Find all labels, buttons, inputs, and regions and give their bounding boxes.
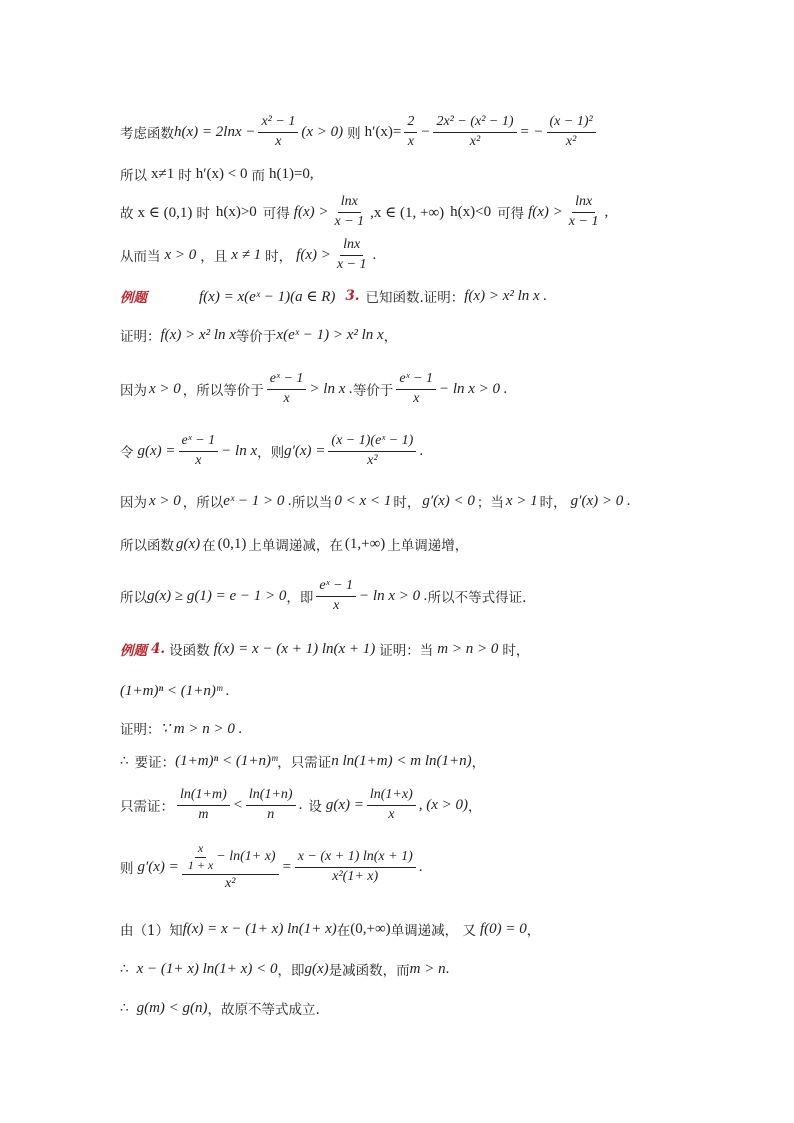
line-conclusion-intervals — [120, 190, 608, 234]
formula: h′(x) < 0 — [195, 165, 248, 182]
formula: g(x) — [304, 960, 329, 977]
formula: ,x ∈ (1, +∞) — [370, 204, 445, 221]
formula: > ln x . — [309, 380, 353, 397]
text: ，且 — [200, 249, 228, 265]
formula: . — [418, 858, 423, 875]
text: 则 — [347, 126, 361, 142]
proof-4-line-6 — [120, 956, 449, 982]
text: ；当 — [476, 495, 504, 511]
text: 时 — [178, 168, 192, 184]
therefore-symbol: ∴ — [120, 961, 129, 977]
formula: (1,+∞) — [344, 535, 386, 552]
text: 时， — [502, 643, 530, 659]
text: 所以 — [120, 168, 147, 184]
text: 等价于 — [352, 383, 394, 399]
text: 时 — [196, 206, 210, 222]
formula: eˣ − 1 > 0 . — [223, 492, 292, 509]
proof-4-line-1 — [120, 715, 242, 741]
proof-3-line-3 — [120, 426, 423, 476]
formula: f(x) = x(eˣ − 1)(a ∈ R) — [199, 288, 336, 305]
line-h-definition — [120, 102, 599, 162]
formula: x ∈ (0,1) — [137, 204, 193, 221]
text: ，所以 — [182, 495, 224, 511]
proof-4-line-2 — [120, 748, 485, 774]
text: 则 — [120, 861, 134, 877]
fraction: $\frac{\text{(x − 1)²}}{\text{x²}}$ — [547, 114, 596, 149]
formula: f(x) = x − (1+ x) ln(1+ x) — [182, 920, 337, 937]
formula: x > 0 — [149, 492, 181, 509]
text: 从而当 — [120, 249, 161, 265]
text: ，即 — [277, 963, 305, 979]
text: ，即 — [286, 590, 314, 606]
formula: n ln(1+m) < m ln(1+n) — [331, 752, 472, 769]
formula: g′(x) < 0 — [422, 492, 475, 509]
formula: x > 1 — [505, 492, 538, 509]
formula: g′(x) > 0 . — [570, 492, 631, 509]
formula: f(0) = 0 — [479, 920, 527, 937]
text: 由（1）知 — [120, 923, 183, 939]
text: 设函数 — [169, 643, 210, 659]
example-4-inequality — [120, 678, 230, 704]
text: ，所以等价于 — [182, 383, 264, 399]
proof-3-line-6 — [120, 572, 526, 620]
proof-4-line-7 — [120, 995, 320, 1021]
text: 所以当 — [291, 495, 333, 511]
formula: f(x) = x − (x + 1) ln(x + 1) — [213, 640, 376, 657]
text: 因为 — [120, 383, 147, 399]
example-4-statement — [120, 636, 529, 662]
text: ，只需证 — [277, 755, 332, 771]
proof-4-line-3 — [120, 782, 482, 828]
proof-3-line-2 — [120, 366, 508, 412]
text: 上单调递减，在 — [248, 538, 343, 554]
fraction: $\frac{\ln(1+m)}{m}$ — [177, 787, 230, 822]
formula: (1+m)ⁿ < (1+n)ᵐ — [175, 752, 278, 769]
example-label: 例题 — [120, 290, 147, 306]
formula: x≠1 — [151, 165, 175, 182]
text: 只需证： — [120, 799, 174, 815]
text: ，则 — [257, 445, 285, 461]
formula: f(x) > — [528, 203, 563, 220]
fraction: $\frac{x}{1 + x}$ − ln(1+ x) x² — [182, 842, 279, 892]
formula: ∵ m > n > 0 . — [160, 720, 243, 737]
text: 因为 — [120, 495, 147, 511]
fraction: $\frac{\ln(1+n)}{n}$ — [246, 787, 296, 822]
text: 在 — [336, 923, 351, 939]
formula: h′(x)= — [364, 123, 402, 140]
formula: = − — [519, 123, 544, 140]
example-number: 3. — [345, 288, 360, 304]
therefore-symbol: ∴ — [120, 753, 129, 769]
formula: = — [281, 858, 292, 875]
fraction: $\frac{\ln x}{x - 1}$ — [336, 237, 367, 272]
text: 设 — [308, 799, 322, 815]
formula: g′(x) = — [284, 442, 326, 459]
text: 时， — [539, 495, 567, 511]
text: 要证： — [134, 755, 176, 771]
text: 可得 — [497, 206, 525, 222]
formula: x − (1+ x) ln(1+ x) < 0 — [136, 960, 278, 977]
formula: g(x) ≥ g(1) = e − 1 > 0 — [147, 587, 287, 604]
text: 令 — [120, 445, 134, 461]
formula: . — [372, 246, 377, 263]
text: 上单调递增， — [387, 538, 469, 554]
proof-3-line-1 — [120, 320, 397, 350]
fraction: $\frac{\ln x}{x - 1}$ — [334, 194, 365, 229]
text: 单调递减， 又 — [390, 923, 476, 939]
text: 证明： — [120, 722, 161, 738]
formula: − ln x > 0 . — [359, 587, 428, 604]
formula: m > n — [409, 960, 446, 977]
therefore-symbol: ∴ — [120, 1000, 129, 1016]
formula: h(1)=0, — [268, 165, 314, 182]
fraction: $\frac{\text{eˣ − 1}}{x}$ — [179, 433, 219, 468]
formula: < — [232, 796, 243, 813]
proof-4-line-4 — [120, 836, 422, 898]
formula: x > 0 — [164, 246, 197, 263]
formula: f(x) > x² ln x . — [464, 287, 548, 304]
text: 时， — [393, 495, 421, 511]
formula: . — [419, 442, 424, 459]
text: 所以不等式得证. — [427, 590, 527, 606]
formula: − ln x — [221, 442, 258, 459]
example-3-statement — [120, 283, 547, 309]
formula: h(x) = 2lnx − — [174, 123, 256, 140]
fraction: $\frac{\text{x² − 1}}{x}$ — [258, 114, 298, 149]
fraction: $\frac{\ln(1+x)}{x}$ — [367, 787, 416, 822]
formula: x > 0 — [149, 380, 181, 397]
text: 考虑函数 — [120, 126, 174, 142]
formula: f(x) > x² ln x — [160, 326, 236, 343]
example-label: 例题 — [120, 643, 147, 659]
formula: h(x)>0 — [215, 203, 257, 220]
proof-4-line-5 — [120, 916, 540, 942]
formula: (1+m)ⁿ < (1+n)ᵐ . — [120, 682, 230, 699]
formula: g(x) = — [137, 442, 176, 459]
text: 已知函数.证明： — [365, 290, 465, 306]
formula: − ln x > 0 . — [438, 380, 508, 397]
fraction: $\frac{\text{2x² − (x² − 1)}}{\text{x²}}$ — [433, 114, 516, 149]
fraction: $\frac{\text{eˣ − 1}}{x}$ — [267, 371, 307, 406]
text: 故 — [120, 206, 134, 222]
text: ， — [468, 799, 482, 815]
fraction: $\frac{\text{eˣ − 1}}{x}$ — [396, 371, 436, 406]
text: ， — [383, 329, 398, 345]
text: ， — [471, 755, 486, 771]
line-final-conclusion — [120, 234, 376, 276]
line-h-derivative-sign — [120, 162, 314, 186]
formula: x ≠ 1 — [231, 246, 262, 263]
fraction: $\frac{\text{eˣ − 1}}{x}$ — [316, 578, 356, 613]
formula: (x > 0) — [301, 123, 344, 140]
example-number: 4. — [151, 641, 166, 657]
text: 时， — [265, 249, 293, 265]
fraction: $\frac{\text{(x − 1)(eˣ − 1)}}{\text{x²}}$ — [328, 433, 416, 468]
text: 所以 — [120, 590, 147, 606]
formula: m > n > 0 — [437, 640, 499, 657]
fraction: $\frac{\ln x}{x - 1}$ — [568, 194, 599, 229]
text: 在 — [202, 538, 216, 554]
text: 所以函数 — [120, 538, 174, 554]
fraction: $\frac{2}{x}$ — [404, 114, 417, 149]
formula: g′(x) = — [137, 858, 179, 875]
text: 可得 — [262, 206, 290, 222]
formula: x(eˣ − 1) > x² ln x — [276, 326, 384, 343]
text: 而 — [251, 168, 265, 184]
formula: f(x) > — [293, 203, 329, 220]
text: 等价于 — [235, 329, 277, 345]
formula: h(x)<0 — [450, 203, 492, 220]
formula: 0 < x < 1 — [334, 492, 392, 509]
formula: g(x) — [176, 535, 201, 552]
formula: . — [298, 796, 303, 813]
text: 证明： — [120, 329, 161, 345]
text: 是减函数，而 — [328, 963, 410, 979]
formula: f(x) > — [296, 246, 331, 263]
proof-3-line-4 — [120, 488, 631, 514]
formula: g(x) = — [325, 796, 364, 813]
formula: (0,+∞) — [350, 920, 391, 937]
formula: g(m) < g(n) — [136, 999, 208, 1016]
text: ， — [526, 923, 541, 939]
formula: , — [604, 203, 609, 220]
formula: (0,1) — [217, 535, 247, 552]
fraction: $\frac{x - (x + 1) \ln(x + 1)}{\text{x²(1+ x)}}$ — [295, 849, 416, 884]
proof-3-line-5 — [120, 531, 468, 557]
text: ，故原不等式成立. — [207, 1002, 320, 1018]
formula: , (x > 0) — [418, 796, 469, 813]
formula: − — [420, 123, 431, 140]
text: 证明：当 — [379, 643, 434, 659]
formula: . — [445, 960, 450, 977]
